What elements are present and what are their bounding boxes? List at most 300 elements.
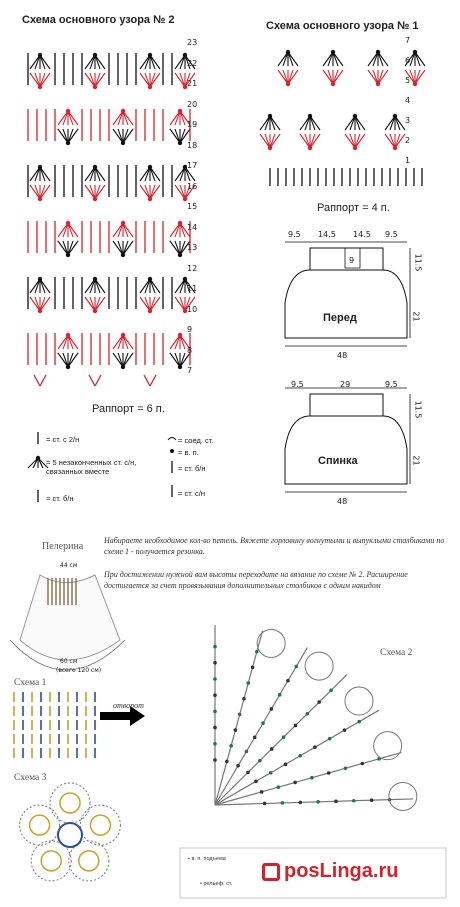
scheme2-node [286, 679, 290, 683]
otvorot-label: отворот [113, 701, 144, 710]
cluster-line [310, 134, 320, 148]
pattern2-row-number: 7 [187, 366, 193, 375]
cluster-node [66, 333, 70, 337]
cluster-line [35, 279, 40, 293]
cluster-line [145, 55, 150, 69]
pattern1-row-number: 4 [405, 96, 411, 105]
cluster-node [38, 277, 42, 281]
cluster-line [415, 70, 425, 84]
scheme2-node [213, 693, 217, 697]
front-neck-dim: 9 [349, 256, 355, 265]
cluster-node [286, 82, 290, 86]
cluster-line [123, 223, 133, 237]
cluster-node [121, 221, 125, 225]
cluster-line [170, 223, 180, 237]
scheme2-shell [305, 652, 333, 680]
cluster-node [353, 114, 357, 118]
cluster-line [333, 70, 343, 84]
cluster-line [270, 116, 275, 130]
cluster-node [36, 456, 40, 460]
cluster-node [38, 85, 42, 89]
cluster-line [175, 297, 185, 311]
scheme2-node [213, 726, 217, 730]
cluster-line [63, 111, 68, 125]
front-label: Перед [323, 312, 357, 324]
cluster-line [118, 241, 123, 255]
cluster-node [413, 82, 417, 86]
scheme2-node [213, 758, 217, 762]
front-dim-1: 9.5 [288, 230, 301, 239]
cluster-line [68, 335, 73, 349]
scheme1-title: Схема 1 [14, 678, 47, 688]
cluster-line [333, 52, 338, 66]
cluster-node [268, 114, 272, 118]
cluster-line [180, 353, 185, 367]
cluster-line [310, 134, 315, 148]
cluster-node [66, 253, 70, 257]
cluster-line [40, 167, 50, 181]
cluster-line [95, 55, 105, 69]
cluster-line [58, 111, 68, 125]
scheme2-node [242, 697, 246, 701]
cluster-line [145, 185, 150, 199]
cluster-line [180, 129, 185, 143]
cluster-line [95, 185, 100, 199]
cluster-line [283, 70, 288, 84]
legend-sc-left: = ст. б/н [46, 494, 74, 503]
front-bottom-dim: 48 [337, 351, 348, 360]
scheme2-node [294, 665, 298, 669]
cluster-line [170, 335, 180, 349]
front-dim-4: 9.5 [385, 230, 398, 239]
cluster-line [90, 55, 95, 69]
flower-petal [20, 805, 60, 845]
back-label: Спинка [318, 455, 358, 467]
cluster-node [66, 365, 70, 369]
pattern2-row-number: 14 [187, 222, 198, 232]
scheme3-title: Схема 3 [14, 773, 47, 783]
cluster-line [123, 241, 128, 255]
cluster-line [68, 241, 78, 255]
cluster-line [410, 70, 415, 84]
cluster-line [145, 73, 150, 87]
cluster-line [140, 279, 150, 293]
scheme2-node [213, 645, 217, 649]
cluster-node [308, 114, 312, 118]
cluster-line [95, 73, 105, 87]
cluster-line [95, 73, 100, 87]
scheme2-spoke [215, 753, 401, 805]
pattern2-row-number: 22 [187, 58, 198, 68]
cluster-line [150, 73, 160, 87]
cluster-line [288, 52, 298, 66]
pattern2-row-number: 8 [187, 345, 193, 355]
cluster-node [308, 146, 312, 150]
cluster-line [395, 116, 405, 130]
cluster-line [415, 52, 425, 66]
cluster-node [38, 197, 42, 201]
cluster-node [268, 146, 272, 150]
cluster-line [85, 55, 95, 69]
cluster-line [378, 52, 383, 66]
cluster-line [40, 55, 50, 69]
cluster-line [68, 223, 78, 237]
cluster-line [95, 55, 100, 69]
cluster-node [93, 165, 97, 169]
back-dim-2: 29 [340, 380, 351, 389]
cluster-line [140, 185, 150, 199]
scheme2-title: Схема 2 [380, 648, 413, 658]
cluster-line [118, 223, 123, 237]
pattern1-rapport: Раппорт = 4 п. [317, 202, 390, 214]
cluster-line [180, 353, 190, 367]
scheme2-node [258, 759, 262, 763]
cluster-line [350, 116, 355, 130]
cluster-line [270, 134, 275, 148]
cluster-line [170, 353, 180, 367]
cluster-line [368, 52, 378, 66]
scheme2-shell [389, 782, 417, 810]
pattern1-row-number: 7 [405, 36, 411, 45]
scheme2-node [284, 762, 288, 766]
legend-sc-right: = ст. б/н [178, 464, 206, 473]
front-side-dim-2: 21 [411, 311, 421, 322]
bottom-key-1: • в. п. подъема [188, 856, 226, 862]
back-dim-1: 9.5 [291, 380, 304, 389]
back-side-dim-2: 21 [411, 455, 421, 466]
v-mark [40, 375, 46, 386]
cluster-line [175, 279, 185, 293]
cape-total-dim: (всего 120 см) [56, 667, 102, 674]
cluster-line [68, 353, 78, 367]
scheme2-node [334, 799, 338, 803]
cluster-line [270, 116, 280, 130]
scheme2-shell [374, 732, 402, 760]
instructions-2: При достижении нужной вам высоты переходите на вязание по схеме № 2. Расширение достигается за счет провязывания дополнительных столбиков с одним накидом [104, 570, 408, 590]
scheme2-node [317, 700, 321, 704]
cluster-line [260, 116, 270, 130]
flower-petal-inner [90, 815, 110, 835]
cluster-node [121, 253, 125, 257]
scheme2-node [261, 721, 265, 725]
cluster-node [331, 50, 335, 54]
cluster-line [68, 353, 73, 367]
cluster-line [140, 297, 150, 311]
scheme2-node [281, 801, 285, 805]
cluster-line [123, 241, 133, 255]
cluster-line [35, 297, 40, 311]
back-dim-3: 9.5 [385, 380, 398, 389]
cluster-line [123, 335, 128, 349]
scheme2-node [213, 742, 217, 746]
cluster-line [123, 223, 128, 237]
legend-cluster: = 5 незаконченных ст. с/н, связанных вместе [46, 458, 137, 476]
cluster-line [40, 185, 45, 199]
legend-symbol [168, 438, 176, 441]
cluster-line [288, 70, 293, 84]
cluster-line [95, 167, 100, 181]
cluster-node [183, 277, 187, 281]
scheme2-node [306, 712, 310, 716]
cluster-line [30, 73, 40, 87]
cluster-line [58, 335, 68, 349]
cluster-line [395, 134, 405, 148]
pattern1-row-number: 2 [405, 136, 411, 145]
cluster-line [180, 223, 185, 237]
scheme2-node [310, 776, 314, 780]
scheme2-spoke [215, 799, 413, 805]
cluster-line [118, 353, 123, 367]
cluster-line [150, 297, 155, 311]
cluster-node [93, 277, 97, 281]
cape-top-dim: 44 см [60, 562, 78, 569]
cluster-line [123, 111, 128, 125]
scheme2-node [329, 688, 333, 692]
cluster-line [90, 73, 95, 87]
cluster-node [121, 141, 125, 145]
cluster-node [393, 146, 397, 150]
cluster-line [63, 353, 68, 367]
scheme2-shell [345, 687, 373, 715]
cluster-line [113, 241, 123, 255]
back-side-dim-1: 11.5 [413, 400, 423, 419]
instructions-1: Набираете необходимое кол-во петель. Вяжете горловину вогнутыми и выпуклыми столбиками по схеме 1 - получается резинка. [104, 536, 445, 556]
cluster-line [95, 167, 105, 181]
cluster-line [350, 134, 355, 148]
scheme2-node [294, 724, 298, 728]
scheme2-node [238, 713, 242, 717]
flower-petal-inner [60, 793, 80, 813]
scheme2-node [236, 764, 240, 768]
cluster-node [376, 50, 380, 54]
flower-petal-inner [30, 815, 50, 835]
cluster-line [378, 70, 388, 84]
cluster-line [150, 55, 155, 69]
garment-outline [310, 248, 383, 270]
cluster-line [123, 353, 133, 367]
cluster-line [35, 167, 40, 181]
scheme2-node [213, 677, 217, 681]
flower-petal [80, 805, 120, 845]
pattern2-row-number: 19 [187, 120, 198, 129]
garment-outline [285, 270, 407, 338]
cluster-line [395, 134, 400, 148]
cluster-line [30, 297, 40, 311]
cluster-line [145, 297, 150, 311]
cluster-line [175, 111, 180, 125]
cluster-line [175, 353, 180, 367]
cluster-node [178, 141, 182, 145]
cluster-node [121, 109, 125, 113]
scheme2-node [225, 760, 229, 764]
pattern2-row-number: 9 [187, 325, 193, 334]
cluster-line [40, 297, 50, 311]
cluster-line [123, 353, 128, 367]
cluster-line [30, 55, 40, 69]
cluster-line [145, 279, 150, 293]
scheme2-node [370, 798, 374, 802]
cluster-line [150, 297, 160, 311]
cluster-node [66, 109, 70, 113]
cluster-line [410, 52, 415, 66]
cluster-node [93, 53, 97, 57]
cluster-line [40, 167, 45, 181]
cluster-line [170, 111, 180, 125]
cluster-line [63, 223, 68, 237]
legend-symbol [170, 449, 174, 453]
cluster-line [63, 129, 68, 143]
cluster-line [310, 116, 320, 130]
cluster-line [68, 111, 78, 125]
cluster-node [393, 114, 397, 118]
pattern2-row-number: 15 [187, 202, 198, 211]
scheme2-spoke [215, 648, 307, 805]
cluster-line [85, 279, 95, 293]
front-side-dim-1: 11.5 [413, 253, 423, 272]
cluster-line [30, 167, 40, 181]
pattern2-row-number: 20 [187, 99, 198, 109]
cluster-line [40, 279, 45, 293]
cluster-line [175, 223, 180, 237]
cluster-line [118, 335, 123, 349]
cluster-line [180, 185, 185, 199]
cluster-line [415, 52, 420, 66]
cluster-line [150, 167, 155, 181]
scheme2-node [270, 707, 274, 711]
cluster-line [40, 73, 50, 87]
cluster-line [180, 335, 185, 349]
scheme2-node [298, 801, 302, 805]
pattern1-row-number: 1 [405, 156, 411, 165]
cluster-line [180, 73, 185, 87]
cluster-line [90, 279, 95, 293]
cluster-line [35, 73, 40, 87]
scheme2-node [327, 771, 331, 775]
scheme2-node [254, 780, 258, 784]
cluster-line [68, 223, 73, 237]
cluster-node [178, 365, 182, 369]
cluster-node [183, 53, 187, 57]
scheme2-node [245, 750, 249, 754]
flower-petal [50, 783, 90, 823]
cluster-line [90, 185, 95, 199]
back-bottom-dim: 48 [337, 497, 348, 506]
cluster-line [95, 185, 105, 199]
cluster-line [180, 279, 185, 293]
flower-petal-inner [41, 851, 61, 871]
front-dim-2: 14.5 [318, 230, 336, 239]
cluster-line [175, 335, 180, 349]
legend-chain: = в. п. [178, 448, 199, 457]
cluster-line [150, 167, 160, 181]
cluster-line [270, 134, 280, 148]
cluster-node [38, 165, 42, 169]
cluster-line [355, 116, 365, 130]
cluster-node [148, 165, 152, 169]
scheme2-node [213, 661, 217, 665]
cluster-line [345, 134, 355, 148]
cluster-line [180, 167, 185, 181]
scheme2-node [313, 745, 317, 749]
scheme2-node [270, 747, 274, 751]
cluster-node [286, 50, 290, 54]
cluster-node [376, 82, 380, 86]
cluster-line [175, 55, 185, 69]
cluster-line [265, 116, 270, 130]
cluster-line [123, 111, 133, 125]
watermark-text: posLinga.ru [284, 860, 399, 882]
cluster-line [40, 55, 45, 69]
cluster-line [85, 297, 95, 311]
cluster-line [390, 134, 395, 148]
cape-bottom-dim: 60 см [60, 658, 78, 665]
cluster-node [148, 309, 152, 313]
cluster-line [140, 55, 150, 69]
cluster-line [90, 167, 95, 181]
cluster-line [150, 55, 160, 69]
cluster-line [150, 185, 155, 199]
cluster-line [300, 134, 310, 148]
scheme2-node [343, 728, 347, 732]
v-mark [34, 375, 40, 386]
cluster-line [140, 73, 150, 87]
cluster-line [355, 134, 365, 148]
cluster-line [170, 129, 180, 143]
cluster-line [310, 116, 315, 130]
cluster-line [265, 134, 270, 148]
legend-dc2: = ст. с 2/н [46, 435, 80, 444]
cluster-line [35, 55, 40, 69]
cluster-line [260, 134, 270, 148]
cluster-node [121, 333, 125, 337]
cluster-line [30, 185, 40, 199]
flower-center [58, 823, 82, 847]
cluster-line [278, 52, 288, 66]
scheme2-node [246, 771, 250, 775]
cluster-line [85, 185, 95, 199]
cluster-line [345, 116, 355, 130]
cluster-line [58, 241, 68, 255]
v-mark [144, 375, 150, 386]
pattern2-row-number: 17 [187, 161, 198, 170]
scheme2-node [360, 762, 364, 766]
cluster-line [113, 111, 123, 125]
pelerina-title: Пелерина [42, 541, 84, 552]
cluster-line [175, 167, 185, 181]
cluster-line [63, 335, 68, 349]
cluster-node [121, 365, 125, 369]
cluster-node [66, 141, 70, 145]
cluster-line [278, 70, 288, 84]
pattern2-row-number: 11 [187, 284, 198, 293]
watermark-logo [262, 860, 398, 883]
cluster-line [140, 167, 150, 181]
cluster-line [68, 241, 73, 255]
scheme2-node [229, 744, 233, 748]
scheme2-node [255, 650, 259, 654]
cluster-line [333, 70, 338, 84]
cluster-line [368, 70, 378, 84]
cluster-node [148, 85, 152, 89]
v-mark [150, 375, 156, 386]
scheme2-node [253, 736, 257, 740]
legend-slip: = соед. ст. [178, 436, 214, 445]
cluster-line [328, 52, 333, 66]
pattern2-title: Схема основного узора № 2 [22, 14, 175, 26]
scheme2-node [251, 666, 255, 670]
scheme2-node [234, 728, 238, 732]
cluster-line [378, 52, 388, 66]
